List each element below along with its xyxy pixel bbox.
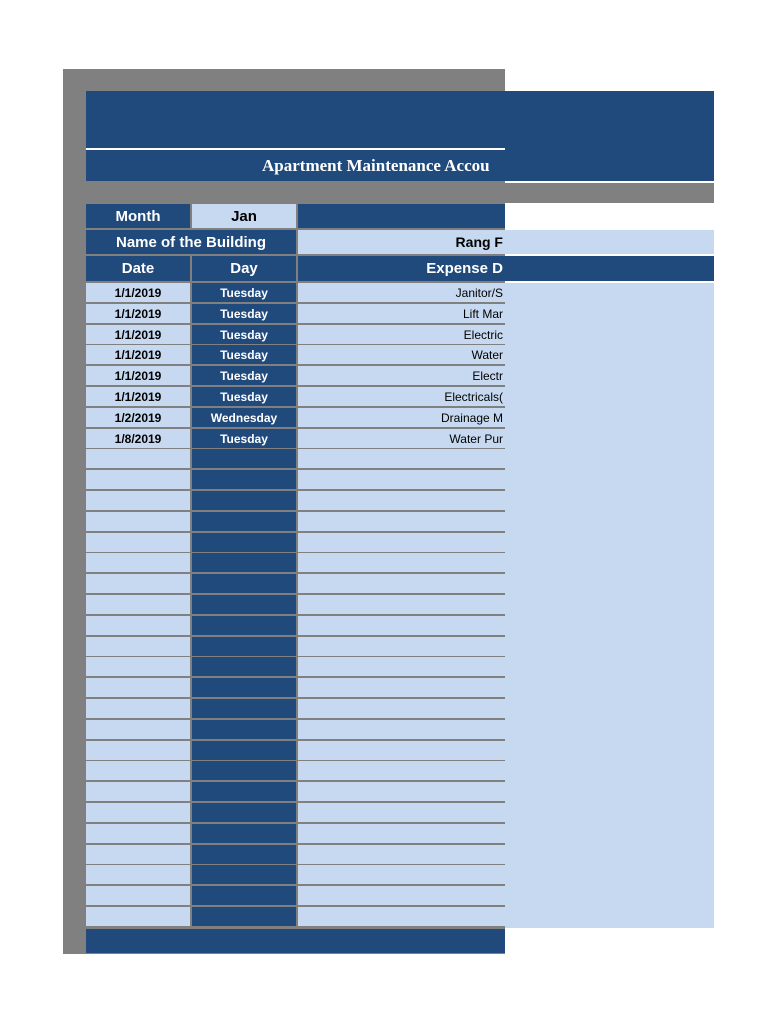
date-cell[interactable] xyxy=(86,616,190,635)
day-cell[interactable] xyxy=(192,761,296,780)
month-value[interactable]: Jan xyxy=(192,204,296,228)
expense-cell[interactable] xyxy=(298,512,505,531)
column-header-day: Day xyxy=(192,256,296,281)
date-cell[interactable] xyxy=(86,886,190,905)
expense-cell[interactable]: Lift Mar xyxy=(298,304,505,323)
expense-cell[interactable] xyxy=(298,470,505,489)
day-cell[interactable] xyxy=(192,616,296,635)
expense-cell[interactable]: Electricals( xyxy=(298,387,505,406)
day-cell[interactable] xyxy=(192,595,296,614)
date-cell[interactable] xyxy=(86,699,190,718)
column-header-filler xyxy=(505,256,714,281)
day-cell[interactable]: Tuesday xyxy=(192,387,296,406)
expense-cell[interactable] xyxy=(298,533,505,552)
date-cell[interactable]: 1/1/2019 xyxy=(86,366,190,385)
column-header-date: Date xyxy=(86,256,190,281)
expense-cell[interactable] xyxy=(298,865,505,884)
day-cell[interactable] xyxy=(192,637,296,656)
day-cell[interactable] xyxy=(192,720,296,739)
day-cell[interactable] xyxy=(192,886,296,905)
date-cell[interactable]: 1/1/2019 xyxy=(86,387,190,406)
expense-cell[interactable] xyxy=(298,616,505,635)
day-cell[interactable] xyxy=(192,512,296,531)
day-cell[interactable] xyxy=(192,470,296,489)
date-cell[interactable] xyxy=(86,491,190,510)
date-cell[interactable]: 1/1/2019 xyxy=(86,325,190,344)
date-cell[interactable] xyxy=(86,865,190,884)
day-cell[interactable]: Wednesday xyxy=(192,408,296,427)
expense-cell[interactable] xyxy=(298,491,505,510)
date-cell[interactable] xyxy=(86,761,190,780)
day-cell[interactable] xyxy=(192,657,296,676)
day-cell[interactable] xyxy=(192,803,296,822)
building-label: Name of the Building xyxy=(86,230,296,254)
expense-cell[interactable]: Water xyxy=(298,345,505,364)
expense-cell[interactable]: Water Pur xyxy=(298,429,505,448)
date-cell[interactable]: 1/1/2019 xyxy=(86,304,190,323)
footer-bar xyxy=(86,929,505,953)
right-panel xyxy=(505,283,714,928)
expense-cell[interactable] xyxy=(298,637,505,656)
date-cell[interactable] xyxy=(86,657,190,676)
date-cell[interactable] xyxy=(86,574,190,593)
expense-cell[interactable] xyxy=(298,845,505,864)
date-cell[interactable] xyxy=(86,845,190,864)
day-cell[interactable] xyxy=(192,824,296,843)
date-cell[interactable] xyxy=(86,678,190,697)
day-cell[interactable] xyxy=(192,491,296,510)
day-cell[interactable] xyxy=(192,782,296,801)
date-cell[interactable] xyxy=(86,741,190,760)
expense-cell[interactable] xyxy=(298,553,505,572)
month-filler xyxy=(298,204,505,228)
date-cell[interactable] xyxy=(86,720,190,739)
day-cell[interactable] xyxy=(192,678,296,697)
day-cell[interactable]: Tuesday xyxy=(192,345,296,364)
day-cell[interactable] xyxy=(192,553,296,572)
expense-cell[interactable] xyxy=(298,761,505,780)
date-cell[interactable] xyxy=(86,449,190,468)
date-cell[interactable]: 1/8/2019 xyxy=(86,429,190,448)
date-cell[interactable] xyxy=(86,470,190,489)
expense-cell[interactable] xyxy=(298,678,505,697)
expense-cell[interactable]: Electric xyxy=(298,325,505,344)
expense-cell[interactable] xyxy=(298,803,505,822)
day-cell[interactable] xyxy=(192,907,296,926)
expense-cell[interactable] xyxy=(298,782,505,801)
expense-cell[interactable] xyxy=(298,574,505,593)
day-cell[interactable]: Tuesday xyxy=(192,366,296,385)
day-cell[interactable] xyxy=(192,845,296,864)
expense-cell[interactable] xyxy=(298,595,505,614)
column-header-expense: Expense D xyxy=(298,256,505,281)
expense-cell[interactable] xyxy=(298,824,505,843)
date-cell[interactable] xyxy=(86,782,190,801)
expense-cell[interactable] xyxy=(298,907,505,926)
expense-cell[interactable] xyxy=(298,699,505,718)
building-filler xyxy=(505,230,714,254)
day-cell[interactable]: Tuesday xyxy=(192,325,296,344)
expense-cell[interactable] xyxy=(298,886,505,905)
date-cell[interactable] xyxy=(86,907,190,926)
expense-cell[interactable]: Janitor/S xyxy=(298,283,505,302)
banner-divider xyxy=(86,148,505,150)
sheet-title: Apartment Maintenance Accou xyxy=(262,156,490,175)
expense-cell[interactable]: Drainage M xyxy=(298,408,505,427)
day-cell[interactable]: Tuesday xyxy=(192,429,296,448)
date-cell[interactable] xyxy=(86,553,190,572)
expense-cell[interactable]: Electr xyxy=(298,366,505,385)
day-cell[interactable]: Tuesday xyxy=(192,283,296,302)
expense-cell[interactable] xyxy=(298,657,505,676)
date-cell[interactable] xyxy=(86,595,190,614)
date-cell[interactable]: 1/1/2019 xyxy=(86,345,190,364)
expense-cell[interactable] xyxy=(298,741,505,760)
date-cell[interactable] xyxy=(86,512,190,531)
date-cell[interactable] xyxy=(86,803,190,822)
date-cell[interactable] xyxy=(86,533,190,552)
month-label: Month xyxy=(86,204,190,228)
day-cell[interactable] xyxy=(192,533,296,552)
day-cell[interactable] xyxy=(192,699,296,718)
sheet-frame-strip xyxy=(505,183,714,203)
building-value[interactable]: Rang F xyxy=(298,230,505,254)
day-cell[interactable] xyxy=(192,449,296,468)
date-cell[interactable]: 1/1/2019 xyxy=(86,283,190,302)
expense-cell[interactable] xyxy=(298,720,505,739)
expense-cell[interactable] xyxy=(298,449,505,468)
day-cell[interactable]: Tuesday xyxy=(192,304,296,323)
date-cell[interactable]: 1/2/2019 xyxy=(86,408,190,427)
day-cell[interactable] xyxy=(192,741,296,760)
day-cell[interactable] xyxy=(192,865,296,884)
date-cell[interactable] xyxy=(86,824,190,843)
date-cell[interactable] xyxy=(86,637,190,656)
day-cell[interactable] xyxy=(192,574,296,593)
